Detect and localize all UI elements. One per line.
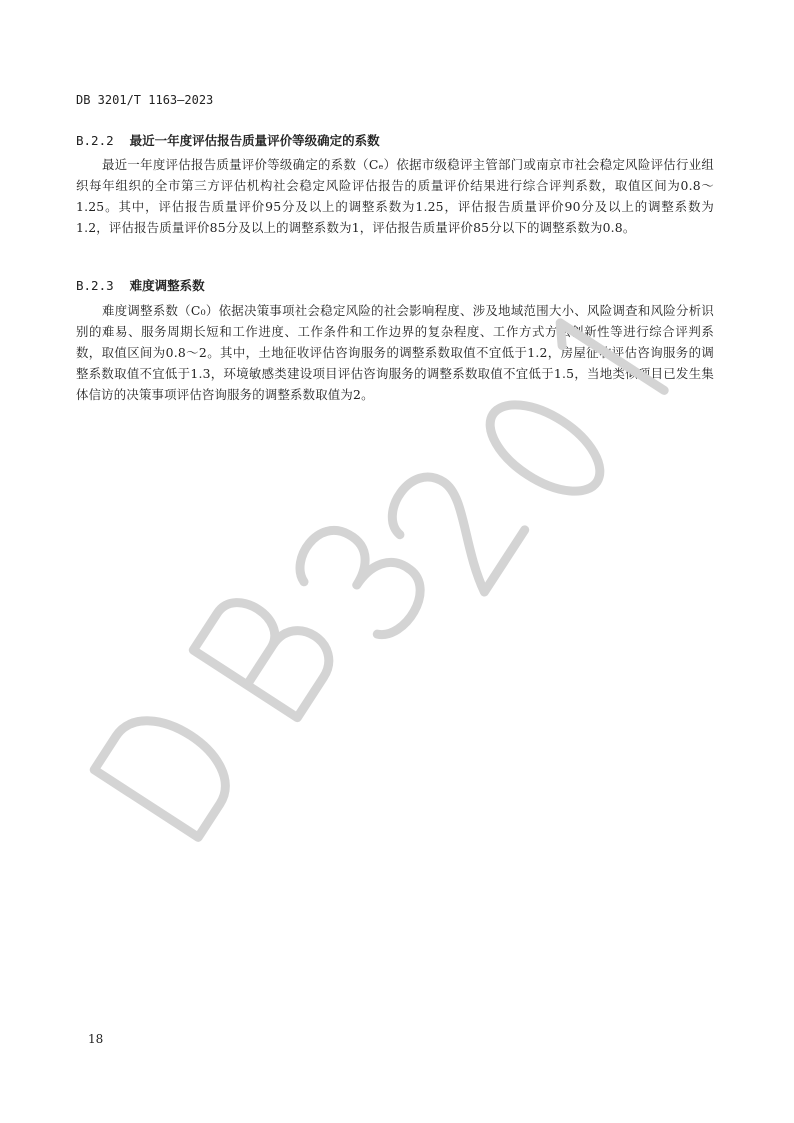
- watermark-letter-b: [193, 585, 339, 718]
- section-paragraph-b23: 难度调整系数（C₀）依据决策事项社会稳定风险的社会影响程度、涉及地域范围大小、风险调查和风险分析识别的难易、服务周期长短和工作进度、工作条件和工作边界的复杂程度、工作方式方法创新性等进行综合评判系数，取值区间为0.8～2。其中，土地征收评估咨询服务的调整系数取值不宜低于1.2，房屋征收评估咨询服务的调整系数取值不宜低于1.3，环境敏感类建设项目评估咨询服务的调整系数取值不宜低于1.5，当地类似项目已发生集体信访的决策事项评估咨询服务的调整系数取值为2。: [76, 303, 714, 402]
- section-number: B.2.3: [76, 278, 114, 293]
- section-title: 最近一年度评估报告质量评价等级确定的系数: [129, 133, 380, 148]
- watermark-letter-d: [94, 702, 242, 838]
- watermark-digit-3: [288, 516, 432, 645]
- section-paragraph-b22: 最近一年度评估报告质量评价等级确定的系数（Cₑ）依据市级稳评主管部门或南京市社会稳定风险评估行业组织每年组织的全市第三方评估机构社会稳定风险评估报告的质量评价结果进行综合评判系数，取值区间为0.8～1.25。其中，评估报告质量评价95分及以上的调整系数为1.25，评估报告质量评价90分及以上的调整系数为1.2，评估报告质量评价85分及以上的调整系数为1，评估报告质量评价85分以下的调整系数为0.8。: [76, 157, 714, 235]
- section-heading-b22: [76, 131, 380, 149]
- section-heading-b23: [76, 276, 205, 294]
- watermark-digit-2: [380, 462, 525, 592]
- document-header: DB 3201/T 1163—2023: [76, 93, 214, 107]
- section-title: 难度调整系数: [129, 278, 205, 293]
- watermark-digit-0: [476, 387, 615, 508]
- page-number: 18: [88, 1032, 104, 1046]
- section-number: B.2.2: [76, 133, 114, 148]
